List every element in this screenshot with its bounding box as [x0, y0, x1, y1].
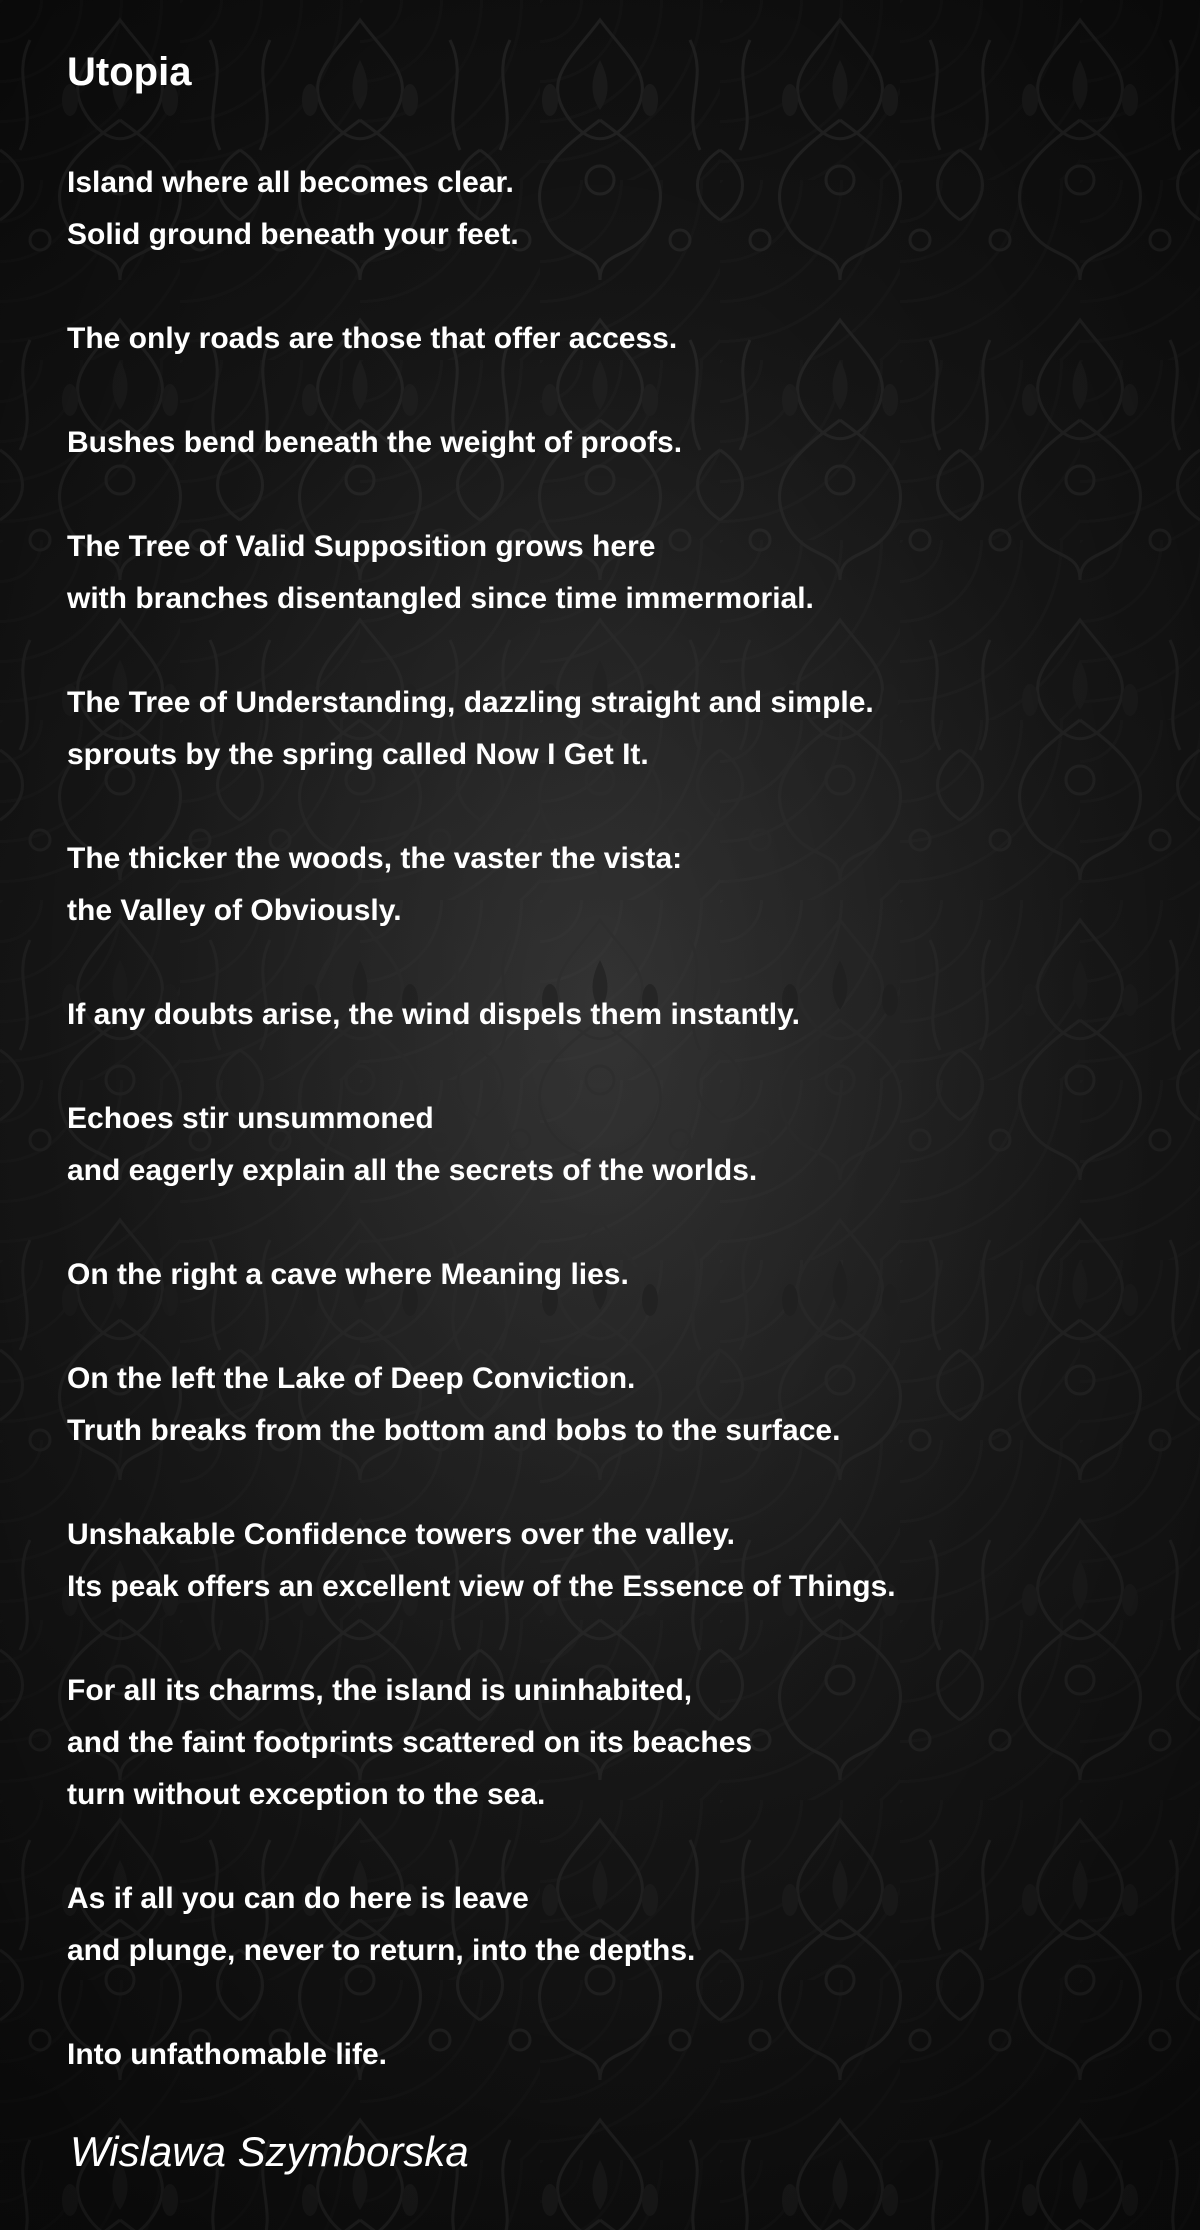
poem-line: For all its charms, the island is uninhabited,	[67, 1674, 693, 1707]
poem-line: and eagerly explain all the secrets of the worlds.	[67, 1154, 758, 1187]
stanza	[67, 1873, 1147, 1977]
stanza	[67, 677, 1147, 781]
stanza	[67, 833, 1147, 937]
poem-line: turn without exception to the sea.	[67, 1778, 546, 1811]
stanza	[67, 521, 1147, 625]
poem-line: The Tree of Valid Supposition grows here	[67, 530, 656, 563]
stanza	[67, 1509, 1147, 1613]
stanza	[67, 1249, 1147, 1301]
poem-line: The only roads are those that offer access.	[67, 322, 678, 355]
stanza	[67, 313, 1147, 365]
poem-line: The thicker the woods, the vaster the vista:	[67, 842, 683, 875]
poem-line: Echoes stir unsummoned	[67, 1102, 434, 1135]
poem-line: The Tree of Understanding, dazzling straight and simple.	[67, 686, 874, 719]
poem-line: the Valley of Obviously.	[67, 894, 402, 927]
poem-line: As if all you can do here is leave	[67, 1882, 529, 1915]
stanza	[67, 1093, 1147, 1197]
poem-line: and the faint footprints scattered on its beaches	[67, 1726, 753, 1759]
poem-line: Into unfathomable life.	[67, 2038, 387, 2071]
poem-stanzas	[67, 157, 1147, 2133]
poem-line: On the left the Lake of Deep Conviction.	[67, 1362, 636, 1395]
poem-line: with branches disentangled since time immermorial.	[67, 582, 814, 615]
stanza	[67, 157, 1147, 261]
poem-line: sprouts by the spring called Now I Get It.	[67, 738, 649, 771]
poem-line: Truth breaks from the bottom and bobs to the surface.	[67, 1414, 841, 1447]
poem-title: Utopia	[67, 50, 192, 94]
poem-line: Bushes bend beneath the weight of proofs.	[67, 426, 683, 459]
poem-line: If any doubts arise, the wind dispels them instantly.	[67, 998, 800, 1031]
poem-line: Its peak offers an excellent view of the Essence of Things.	[67, 1570, 896, 1603]
poem-line: Solid ground beneath your feet.	[67, 218, 519, 251]
stanza	[67, 989, 1147, 1041]
poem-line: Unshakable Confidence towers over the valley.	[67, 1518, 735, 1551]
poem-line: Island where all becomes clear.	[67, 166, 514, 199]
stanza	[67, 1353, 1147, 1457]
poem-line: and plunge, never to return, into the depths.	[67, 1934, 696, 1967]
poem-author: Wislawa Szymborska	[70, 2128, 469, 2175]
stanza	[67, 417, 1147, 469]
poem-line: On the right a cave where Meaning lies.	[67, 1258, 629, 1291]
stanza	[67, 2029, 1147, 2081]
stanza	[67, 1665, 1147, 1821]
